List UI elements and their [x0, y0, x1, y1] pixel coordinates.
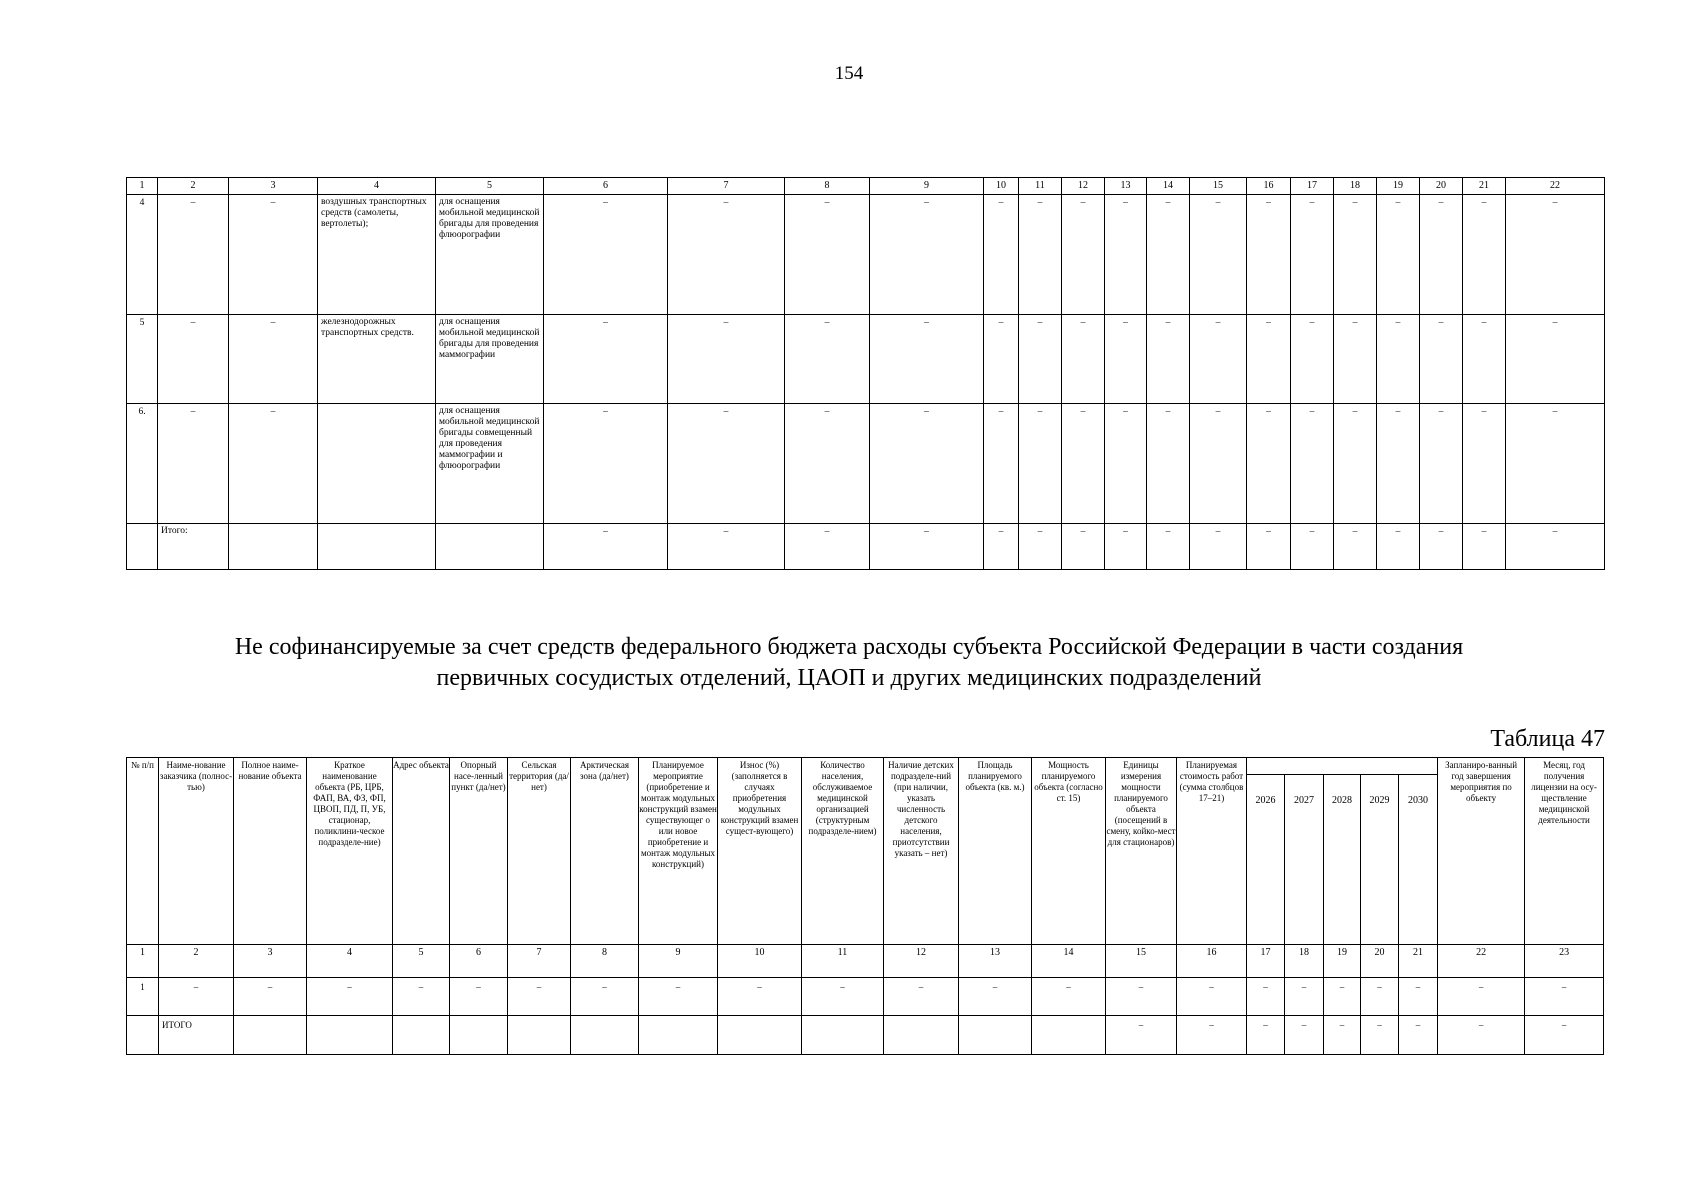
cell-dash: –	[1177, 978, 1247, 1016]
cell-dash: –	[544, 404, 668, 524]
cell-dash: –	[959, 978, 1032, 1016]
cell-dash: –	[1147, 524, 1190, 570]
column-number: 16	[1177, 945, 1247, 978]
cell-dash: –	[1420, 524, 1463, 570]
cell-dash: –	[1377, 404, 1420, 524]
cell-dash: –	[1506, 195, 1605, 315]
cell-dash: –	[1247, 195, 1291, 315]
cell-dash: –	[1019, 315, 1062, 404]
cell-dash: –	[1105, 524, 1147, 570]
column-number: 2	[159, 945, 234, 978]
column-number: 4	[307, 945, 393, 978]
table-row	[127, 195, 1605, 315]
cell-dash: –	[1247, 315, 1291, 404]
cell-dash: –	[1334, 404, 1377, 524]
cell-dash: –	[785, 315, 870, 404]
year-header: 2028	[1324, 775, 1361, 945]
empty-cell	[571, 1016, 639, 1055]
cell-dash: –	[718, 978, 802, 1016]
column-number: 11	[1019, 178, 1062, 195]
cell-dash: –	[1177, 1016, 1247, 1055]
cell-dash: –	[1285, 978, 1324, 1016]
cell-dash: –	[1247, 978, 1285, 1016]
empty-cell	[127, 524, 158, 570]
page-number: 154	[834, 63, 864, 84]
cell-dash: –	[668, 404, 785, 524]
cell-dash: –	[1438, 1016, 1525, 1055]
empty-cell	[802, 1016, 884, 1055]
empty-cell	[450, 1016, 508, 1055]
empty-cell	[508, 1016, 571, 1055]
cell-dash: –	[1062, 315, 1105, 404]
column-header: Наиме-нование заказчика (полнос-тью)	[159, 758, 234, 945]
empty-cell	[959, 1016, 1032, 1055]
column-header: Мощность планируемого объекта (согласно ст. 15)	[1032, 758, 1106, 945]
cell-dash: –	[785, 524, 870, 570]
cell-dash: –	[1334, 195, 1377, 315]
column-number: 22	[1438, 945, 1525, 978]
cell-dash: –	[1019, 524, 1062, 570]
cell-dash: –	[1361, 978, 1399, 1016]
column-number: 16	[1247, 178, 1291, 195]
cell-dash: –	[870, 524, 984, 570]
column-header: Планируемая стоимость работ (сумма столбцов 17–21)	[1177, 758, 1247, 945]
cell-dash: –	[508, 978, 571, 1016]
column-header: Месяц, год получения лицензии на осу-ществление медицинской деятельности	[1525, 758, 1604, 945]
column-number: 7	[508, 945, 571, 978]
column-number: 5	[436, 178, 544, 195]
column-number: 20	[1420, 178, 1463, 195]
empty-cell	[307, 1016, 393, 1055]
cell-dash: –	[785, 404, 870, 524]
cell-dash: –	[1463, 404, 1506, 524]
cell-dash: –	[984, 524, 1019, 570]
cell-dash: –	[1438, 978, 1525, 1016]
column-number: 4	[318, 178, 436, 195]
column-number: 9	[870, 178, 984, 195]
cell-dash: –	[544, 195, 668, 315]
cell-dash: –	[1247, 404, 1291, 524]
cell-dash: –	[544, 315, 668, 404]
column-number: 7	[668, 178, 785, 195]
cell-dash: –	[1324, 1016, 1361, 1055]
cell-dash: –	[1506, 404, 1605, 524]
table-row	[127, 404, 1605, 524]
column-number: 3	[229, 178, 318, 195]
heading-line: первичных сосудистых отделений, ЦАОП и других медицинских подразделений	[436, 665, 1262, 691]
cell-dash: –	[229, 404, 318, 524]
section-heading	[0, 632, 1698, 694]
equipment-table	[126, 177, 1605, 570]
table-row	[127, 978, 1604, 1016]
column-number: 8	[571, 945, 639, 978]
cell-dash: –	[1463, 315, 1506, 404]
column-number: 8	[785, 178, 870, 195]
column-number: 20	[1361, 945, 1399, 978]
cell-dash: –	[393, 978, 450, 1016]
empty-cell	[639, 1016, 718, 1055]
column-number: 14	[1147, 178, 1190, 195]
column-header: Краткое наименование объекта (РБ, ЦРБ, ФАП, ВА, ФЗ, ФП, ЦВОП, ПД, П, УБ, стационар, поликлини-ческое подразделе-ние)	[307, 758, 393, 945]
cell-dash: –	[639, 978, 718, 1016]
cell-dash: –	[1291, 404, 1334, 524]
column-header: Адрес объекта	[393, 758, 450, 945]
column-number: 12	[884, 945, 959, 978]
equipment-purpose: для оснащения мобильной медицинской бригады для проведения флюорографии	[436, 195, 544, 315]
total-label: Итого:	[158, 524, 229, 570]
row-index: 4	[127, 195, 158, 315]
total-row	[127, 524, 1605, 570]
row-index: 1	[127, 978, 159, 1016]
column-number: 9	[639, 945, 718, 978]
column-number: 1	[127, 178, 158, 195]
year-header: 2030	[1399, 775, 1438, 945]
cell-dash: –	[1420, 315, 1463, 404]
empty-cell	[318, 524, 436, 570]
cell-dash: –	[984, 404, 1019, 524]
cell-dash: –	[1105, 404, 1147, 524]
cell-dash: –	[158, 315, 229, 404]
empty-cell	[393, 1016, 450, 1055]
empty-cell	[436, 524, 544, 570]
cell-dash: –	[984, 195, 1019, 315]
cell-dash: –	[802, 978, 884, 1016]
column-number: 21	[1399, 945, 1438, 978]
heading-line: Не софинансируемые за счет средств федерального бюджета расходы субъекта Российской Федерации в части создания	[234, 634, 1464, 660]
column-number: 23	[1525, 945, 1604, 978]
empty-cell	[234, 1016, 307, 1055]
cell-dash: –	[159, 978, 234, 1016]
empty-cell	[127, 1016, 159, 1055]
cell-dash: –	[870, 404, 984, 524]
cell-dash: –	[450, 978, 508, 1016]
column-header: Количество населения, обслуживаемое медицинской организацией (структурным подразделе-нием)	[802, 758, 884, 945]
column-number: 6	[544, 178, 668, 195]
cell-dash: –	[1324, 978, 1361, 1016]
year-header: 2027	[1285, 775, 1324, 945]
vehicle-type: железнодорожных транспортных средств.	[318, 315, 436, 404]
column-number: 19	[1377, 178, 1420, 195]
cell-dash: –	[668, 524, 785, 570]
column-number: 13	[959, 945, 1032, 978]
cell-dash: –	[1463, 195, 1506, 315]
cell-dash: –	[1420, 195, 1463, 315]
column-number-row	[127, 178, 1605, 195]
column-number: 2	[158, 178, 229, 195]
cell-dash: –	[1247, 1016, 1285, 1055]
column-number: 6	[450, 945, 508, 978]
column-header: Арктическая зона (да/нет)	[571, 758, 639, 945]
total-row	[127, 1016, 1604, 1055]
column-number: 15	[1106, 945, 1177, 978]
cell-dash: –	[1399, 978, 1438, 1016]
cell-dash: –	[1463, 524, 1506, 570]
cell-dash: –	[1062, 404, 1105, 524]
table-caption: Таблица 47	[1490, 726, 1605, 752]
cell-dash: –	[234, 978, 307, 1016]
cell-dash: –	[1147, 315, 1190, 404]
cell-dash: –	[1399, 1016, 1438, 1055]
total-label: ИТОГО	[159, 1016, 234, 1055]
cell-dash: –	[1420, 404, 1463, 524]
cell-dash: –	[1147, 195, 1190, 315]
column-number-row	[127, 945, 1604, 978]
cell-dash: –	[544, 524, 668, 570]
cell-dash: –	[870, 195, 984, 315]
cell-dash: –	[1291, 195, 1334, 315]
column-header: Наличие детских подразделе-ний (при наличии, указать численность детского населения, приотсутствии указать – нет)	[884, 758, 959, 945]
column-header: Запланиро-ванный год завершения мероприятия по объекту	[1438, 758, 1525, 945]
expenses-table	[126, 757, 1604, 1055]
column-number: 10	[718, 945, 802, 978]
cell-dash: –	[1291, 524, 1334, 570]
column-number: 11	[802, 945, 884, 978]
cell-dash: –	[1377, 524, 1420, 570]
column-number: 19	[1324, 945, 1361, 978]
equipment-purpose: для оснащения мобильной медицинской бригады для проведения маммографии	[436, 315, 544, 404]
cell-dash: –	[158, 404, 229, 524]
column-number: 18	[1285, 945, 1324, 978]
column-number: 17	[1247, 945, 1285, 978]
year-header: 2026	[1247, 775, 1285, 945]
vehicle-type: воздушных транспортных средств (самолеты, вертолеты);	[318, 195, 436, 315]
cell-dash: –	[1291, 315, 1334, 404]
column-header: Сельская территория (да/нет)	[508, 758, 571, 945]
cell-dash: –	[1334, 524, 1377, 570]
empty-cell	[718, 1016, 802, 1055]
column-number: 1	[127, 945, 159, 978]
cell-dash: –	[1190, 195, 1247, 315]
cell-dash: –	[1190, 404, 1247, 524]
cell-dash: –	[1377, 195, 1420, 315]
table-row	[127, 315, 1605, 404]
column-number: 15	[1190, 178, 1247, 195]
cell-dash: –	[668, 195, 785, 315]
header-row	[127, 758, 1604, 775]
cell-dash: –	[870, 315, 984, 404]
column-number: 14	[1032, 945, 1106, 978]
row-index: 5	[127, 315, 158, 404]
column-header: Полное наиме-нование объекта	[234, 758, 307, 945]
years-group-header	[1247, 758, 1438, 775]
column-number: 3	[234, 945, 307, 978]
cell-dash: –	[1106, 1016, 1177, 1055]
cell-dash: –	[984, 315, 1019, 404]
cell-dash: –	[229, 195, 318, 315]
cell-dash: –	[1285, 1016, 1324, 1055]
cell-dash: –	[668, 315, 785, 404]
column-number: 18	[1334, 178, 1377, 195]
equipment-purpose: для оснащения мобильной медицинской бригады совмещенный для проведения маммографии и флюорографии	[436, 404, 544, 524]
cell-dash: –	[1106, 978, 1177, 1016]
cell-dash: –	[1105, 195, 1147, 315]
column-header: Планируемое мероприятие (приобретение и монтаж модульных конструкций взамен существующег о или новое приобретение и монтаж модульных конструкций)	[639, 758, 718, 945]
vehicle-type	[318, 404, 436, 524]
cell-dash: –	[1019, 195, 1062, 315]
column-number: 13	[1105, 178, 1147, 195]
cell-dash: –	[1032, 978, 1106, 1016]
cell-dash: –	[571, 978, 639, 1016]
cell-dash: –	[1190, 524, 1247, 570]
empty-cell	[884, 1016, 959, 1055]
cell-dash: –	[1334, 315, 1377, 404]
cell-dash: –	[1361, 1016, 1399, 1055]
cell-dash: –	[307, 978, 393, 1016]
column-header: № п/п	[127, 758, 159, 945]
column-number: 17	[1291, 178, 1334, 195]
cell-dash: –	[158, 195, 229, 315]
column-number: 22	[1506, 178, 1605, 195]
cell-dash: –	[785, 195, 870, 315]
column-header: Площадь планируемого объекта (кв. м.)	[959, 758, 1032, 945]
cell-dash: –	[1147, 404, 1190, 524]
cell-dash: –	[229, 315, 318, 404]
column-number: 10	[984, 178, 1019, 195]
cell-dash: –	[1525, 978, 1604, 1016]
cell-dash: –	[1019, 404, 1062, 524]
cell-dash: –	[1105, 315, 1147, 404]
column-number: 21	[1463, 178, 1506, 195]
row-index: 6.	[127, 404, 158, 524]
empty-cell	[1032, 1016, 1106, 1055]
column-header: Износ (%) (заполняется в случаях приобретения модульных конструкций взамен сущест-вующего)	[718, 758, 802, 945]
cell-dash: –	[1062, 195, 1105, 315]
cell-dash: –	[1247, 524, 1291, 570]
column-number: 12	[1062, 178, 1105, 195]
cell-dash: –	[1062, 524, 1105, 570]
column-header: Единицы измерения мощности планируемого объекта (посещений в смену, койко-мест для стационаров)	[1106, 758, 1177, 945]
column-number: 5	[393, 945, 450, 978]
empty-cell	[229, 524, 318, 570]
year-header: 2029	[1361, 775, 1399, 945]
cell-dash: –	[1525, 1016, 1604, 1055]
cell-dash: –	[1377, 315, 1420, 404]
cell-dash: –	[1506, 524, 1605, 570]
column-header: Опорный насе-ленный пункт (да/нет)	[450, 758, 508, 945]
cell-dash: –	[884, 978, 959, 1016]
cell-dash: –	[1190, 315, 1247, 404]
cell-dash: –	[1506, 315, 1605, 404]
